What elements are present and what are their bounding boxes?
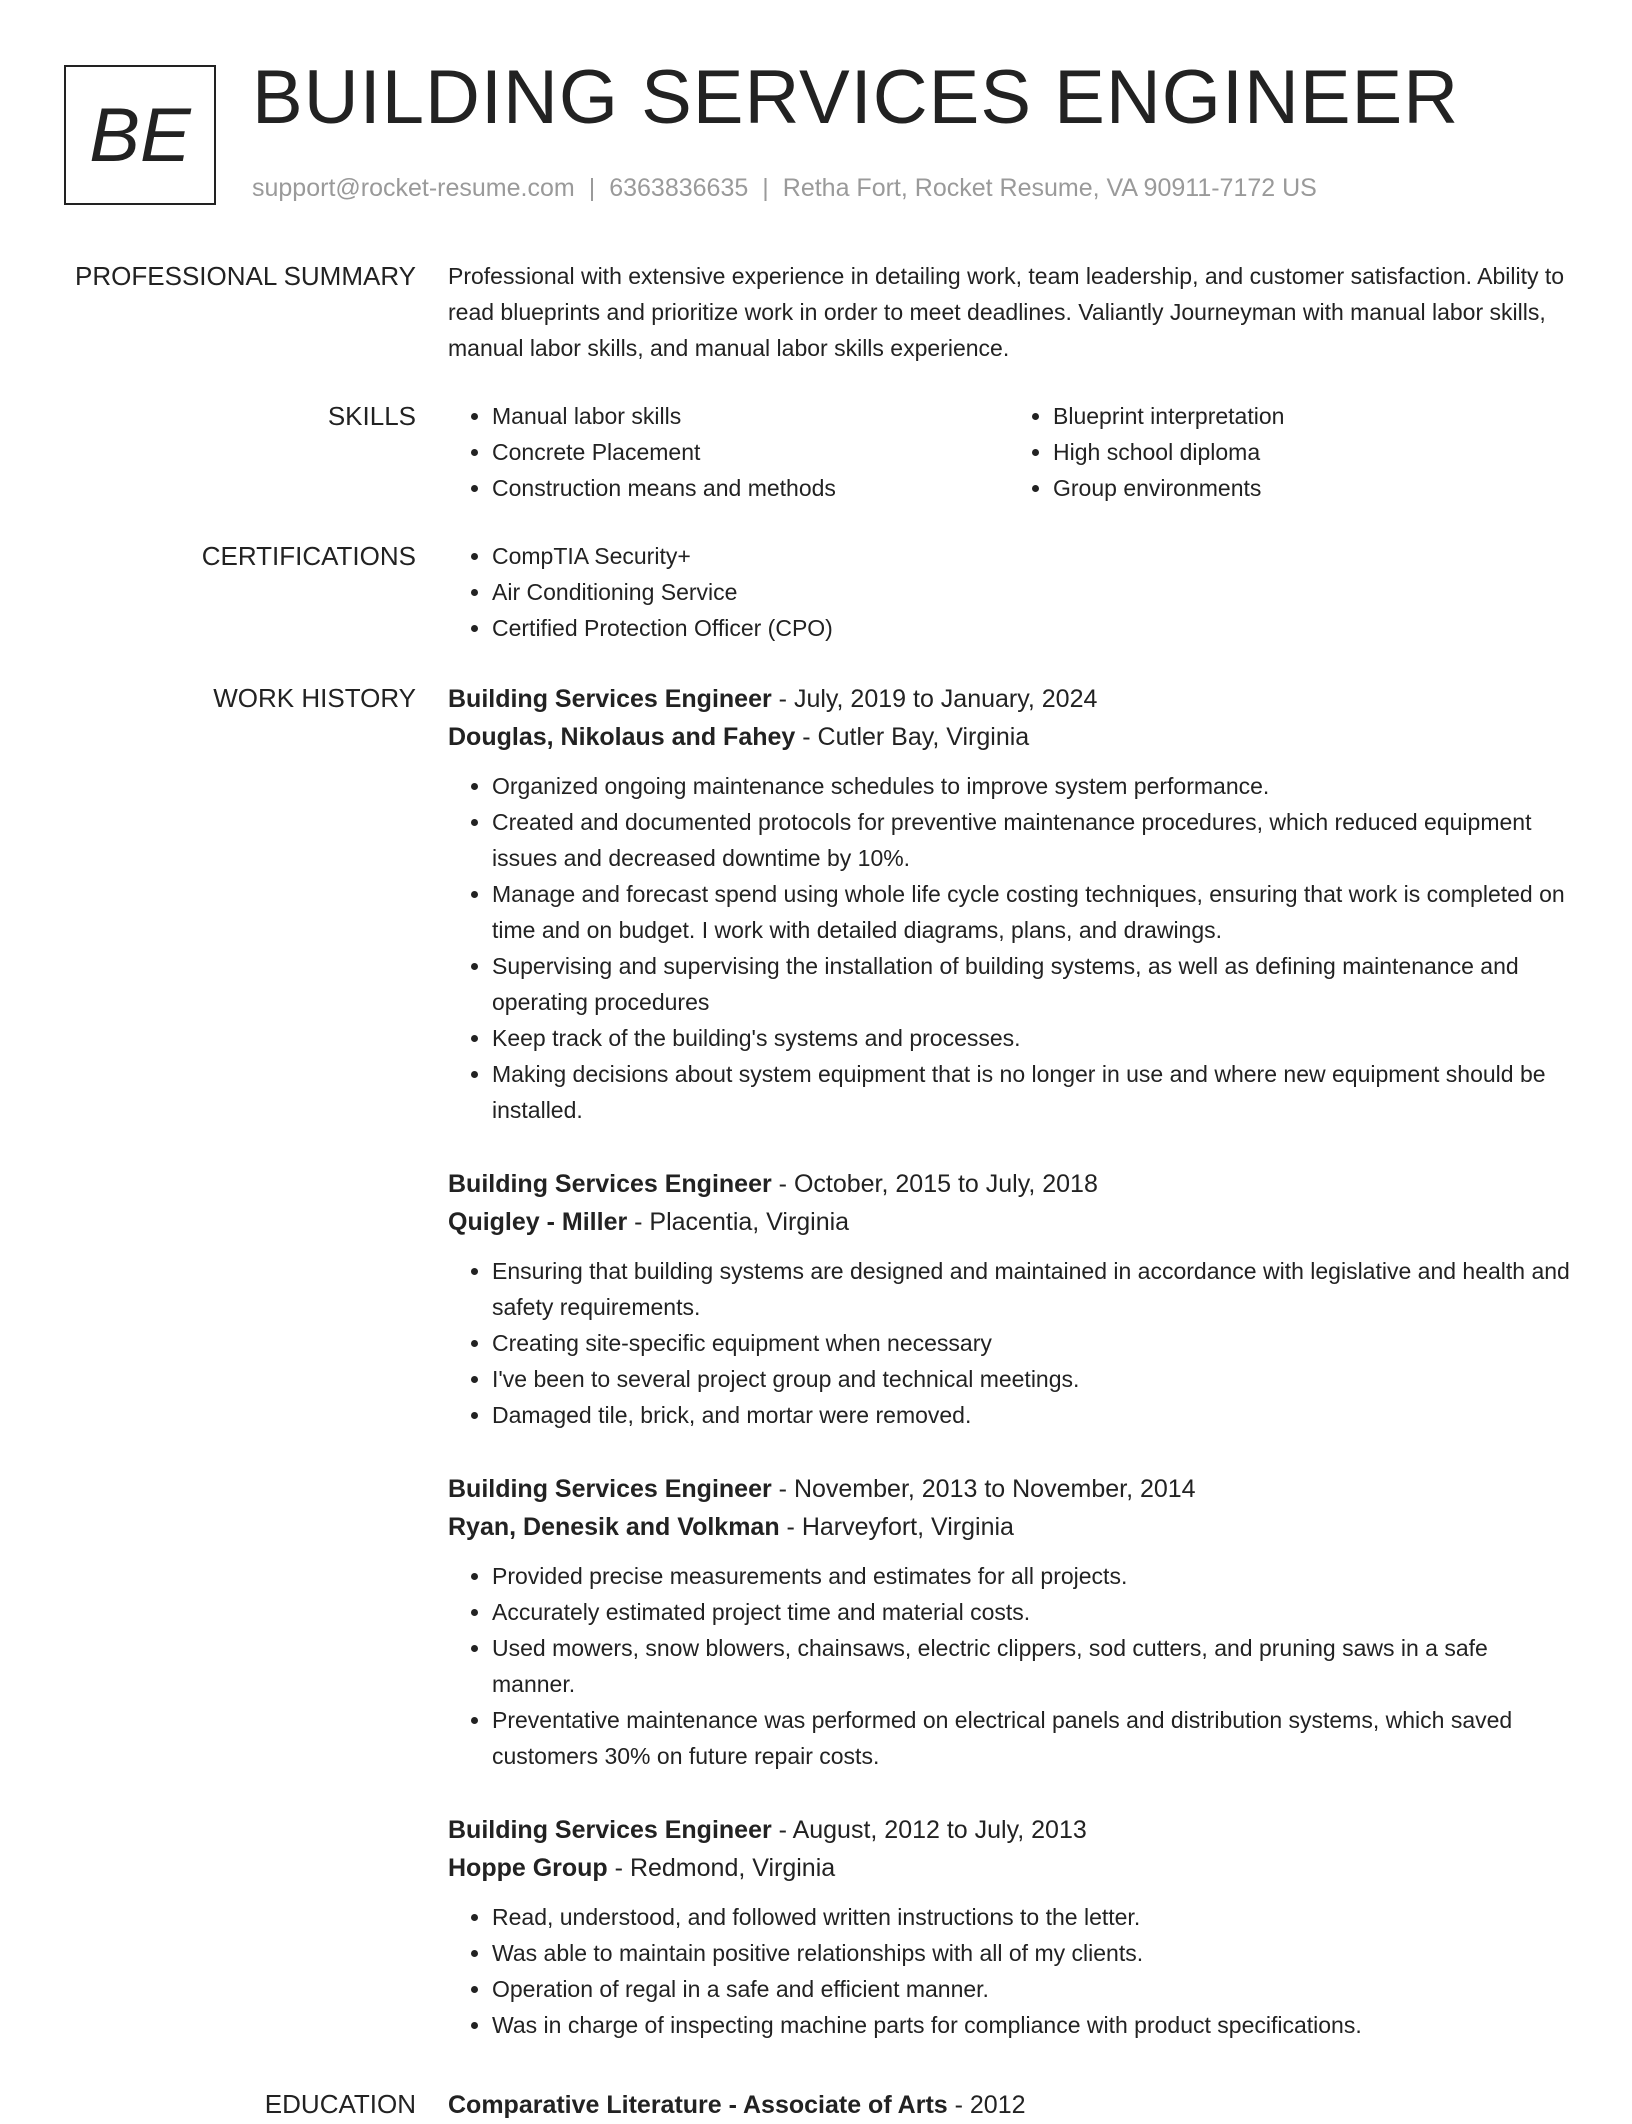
job-bullet: • Creating site-specific equipment when necessary: [492, 1325, 1570, 1361]
contact-email: support@rocket-resume.com: [252, 174, 575, 202]
job-company: Douglas, Nikolaus and Fahey: [448, 723, 796, 751]
job-dates: - July, 2019 to January, 2024: [778, 685, 1098, 713]
job-bullet: • Was in charge of inspecting machine parts for compliance with product specifications.: [492, 2007, 1570, 2043]
job-bullet: • Created and documented protocols for preventive maintenance procedures, which reduced equipment issues and decreased downtime by 10%.: [492, 804, 1570, 876]
job-title-line: [448, 1811, 1570, 1849]
section-title-skills: SKILLS: [327, 401, 416, 431]
skills-column-1: [448, 398, 1009, 506]
contact-phone: 6363836635: [609, 174, 749, 202]
job-bullets: [448, 1899, 1570, 2043]
job-title-line: [448, 1470, 1570, 1508]
work-history-body: [448, 680, 1570, 2080]
job-company-line: [448, 1508, 1570, 1546]
resume-title: BUILDING SERVICES ENGINEER: [252, 55, 1460, 140]
job-dates: - August, 2012 to July, 2013: [778, 1816, 1087, 1844]
job-company: Quigley - Miller: [448, 1208, 628, 1236]
summary-text: Professional with extensive experience in detailing work, team leadership, and customer satisfaction. Ability to read blueprints and prioritize work in order to meet deadlines. Valiantly Journeyman with manual labor skills, manual labor skills, and manual labor skills experience.: [448, 263, 1565, 361]
skill-item: • Construction means and methods: [492, 470, 1009, 506]
job-bullet: • Organized ongoing maintenance schedules to improve system performance.: [492, 768, 1570, 804]
job-location: - Harveyfort, Virginia: [786, 1513, 1014, 1541]
section-title-summary: PROFESSIONAL SUMMARY: [75, 261, 416, 291]
contact-address: Retha Fort, Rocket Resume, VA 90911-7172 US: [782, 174, 1317, 202]
job-bullet: • Ensuring that building systems are designed and maintained in accordance with legislative and health and safety requirements.: [492, 1253, 1570, 1325]
certifications-body: [448, 538, 1570, 646]
job-bullets: [448, 1558, 1570, 1774]
job-bullets: [448, 1253, 1570, 1433]
job-bullet: • Accurately estimated project time and material costs.: [492, 1594, 1570, 1630]
job-entry: [448, 680, 1570, 1128]
job-bullet: • Provided precise measurements and estimates for all projects.: [492, 1558, 1570, 1594]
job-bullet: • Operation of regal in a safe and efficient manner.: [492, 1971, 1570, 2007]
job-bullet: • Supervising and supervising the installation of building systems, as well as defining maintenance and operating procedures: [492, 948, 1570, 1020]
education-year: - 2012: [954, 2091, 1026, 2119]
job-company-line: [448, 718, 1570, 756]
skills-column-2: [1009, 398, 1570, 506]
education-degree: Comparative Literature - Associate of Arts: [448, 2091, 948, 2119]
contact-line: [252, 174, 1317, 203]
job-dates: - October, 2015 to July, 2018: [778, 1170, 1098, 1198]
job-role: Building Services Engineer: [448, 1475, 772, 1503]
job-role: Building Services Engineer: [448, 1816, 772, 1844]
job-bullet: • Manage and forecast spend using whole life cycle costing techniques, ensuring that work is completed on time and on budget. I work with detailed diagrams, plans, and drawings.: [492, 876, 1570, 948]
job-role: Building Services Engineer: [448, 1170, 772, 1198]
contact-separator: |: [588, 174, 596, 202]
job-company-line: [448, 1849, 1570, 1887]
skill-item: • High school diploma: [1053, 434, 1570, 470]
job-bullet: • I've been to several project group and technical meetings.: [492, 1361, 1570, 1397]
job-entry: [448, 1811, 1570, 2043]
certification-item: • Certified Protection Officer (CPO): [492, 610, 1570, 646]
job-bullet: • Read, understood, and followed written instructions to the letter.: [492, 1899, 1570, 1935]
job-bullet: • Used mowers, snow blowers, chainsaws, electric clippers, sod cutters, and pruning saws in a safe manner.: [492, 1630, 1570, 1702]
job-location: - Redmond, Virginia: [614, 1854, 836, 1882]
contact-separator: |: [762, 174, 769, 202]
job-company-line: [448, 1203, 1570, 1241]
job-location: - Cutler Bay, Virginia: [802, 723, 1030, 751]
skill-item: • Blueprint interpretation: [1053, 398, 1570, 434]
job-role: Building Services Engineer: [448, 685, 772, 713]
skill-item: • Manual labor skills: [492, 398, 1009, 434]
job-bullet: • Preventative maintenance was performed on electrical panels and distribution systems, which saved customers 30% on future repair costs.: [492, 1702, 1570, 1774]
job-title-line: [448, 680, 1570, 718]
job-company: Ryan, Denesik and Volkman: [448, 1513, 780, 1541]
monogram-text: BE: [89, 92, 191, 178]
job-location: - Placentia, Virginia: [634, 1208, 850, 1236]
certification-item: • Air Conditioning Service: [492, 574, 1570, 610]
monogram-badge: [64, 65, 216, 205]
education-line: [448, 2086, 1570, 2124]
section-title-education: EDUCATION: [264, 2089, 416, 2119]
job-bullet: • Making decisions about system equipment that is no longer in use and where new equipment should be installed.: [492, 1056, 1570, 1128]
skill-item: • Group environments: [1053, 470, 1570, 506]
job-company: Hoppe Group: [448, 1854, 608, 1882]
job-dates: - November, 2013 to November, 2014: [778, 1475, 1196, 1503]
section-title-certifications: CERTIFICATIONS: [201, 541, 416, 571]
section-title-work-history: WORK HISTORY: [213, 683, 416, 713]
job-entry: [448, 1470, 1570, 1774]
job-bullet: • Keep track of the building's systems and processes.: [492, 1020, 1570, 1056]
job-bullet: • Was able to maintain positive relationships with all of my clients.: [492, 1935, 1570, 1971]
job-bullet: • Damaged tile, brick, and mortar were removed.: [492, 1397, 1570, 1433]
certification-item: • CompTIA Security+: [492, 538, 1570, 574]
skill-item: • Concrete Placement: [492, 434, 1009, 470]
job-bullets: [448, 768, 1570, 1128]
skills-list: [448, 398, 1570, 506]
certifications-list: [448, 538, 1570, 646]
education-body: [448, 2086, 1570, 2124]
job-entry: [448, 1165, 1570, 1433]
job-title-line: [448, 1165, 1570, 1203]
